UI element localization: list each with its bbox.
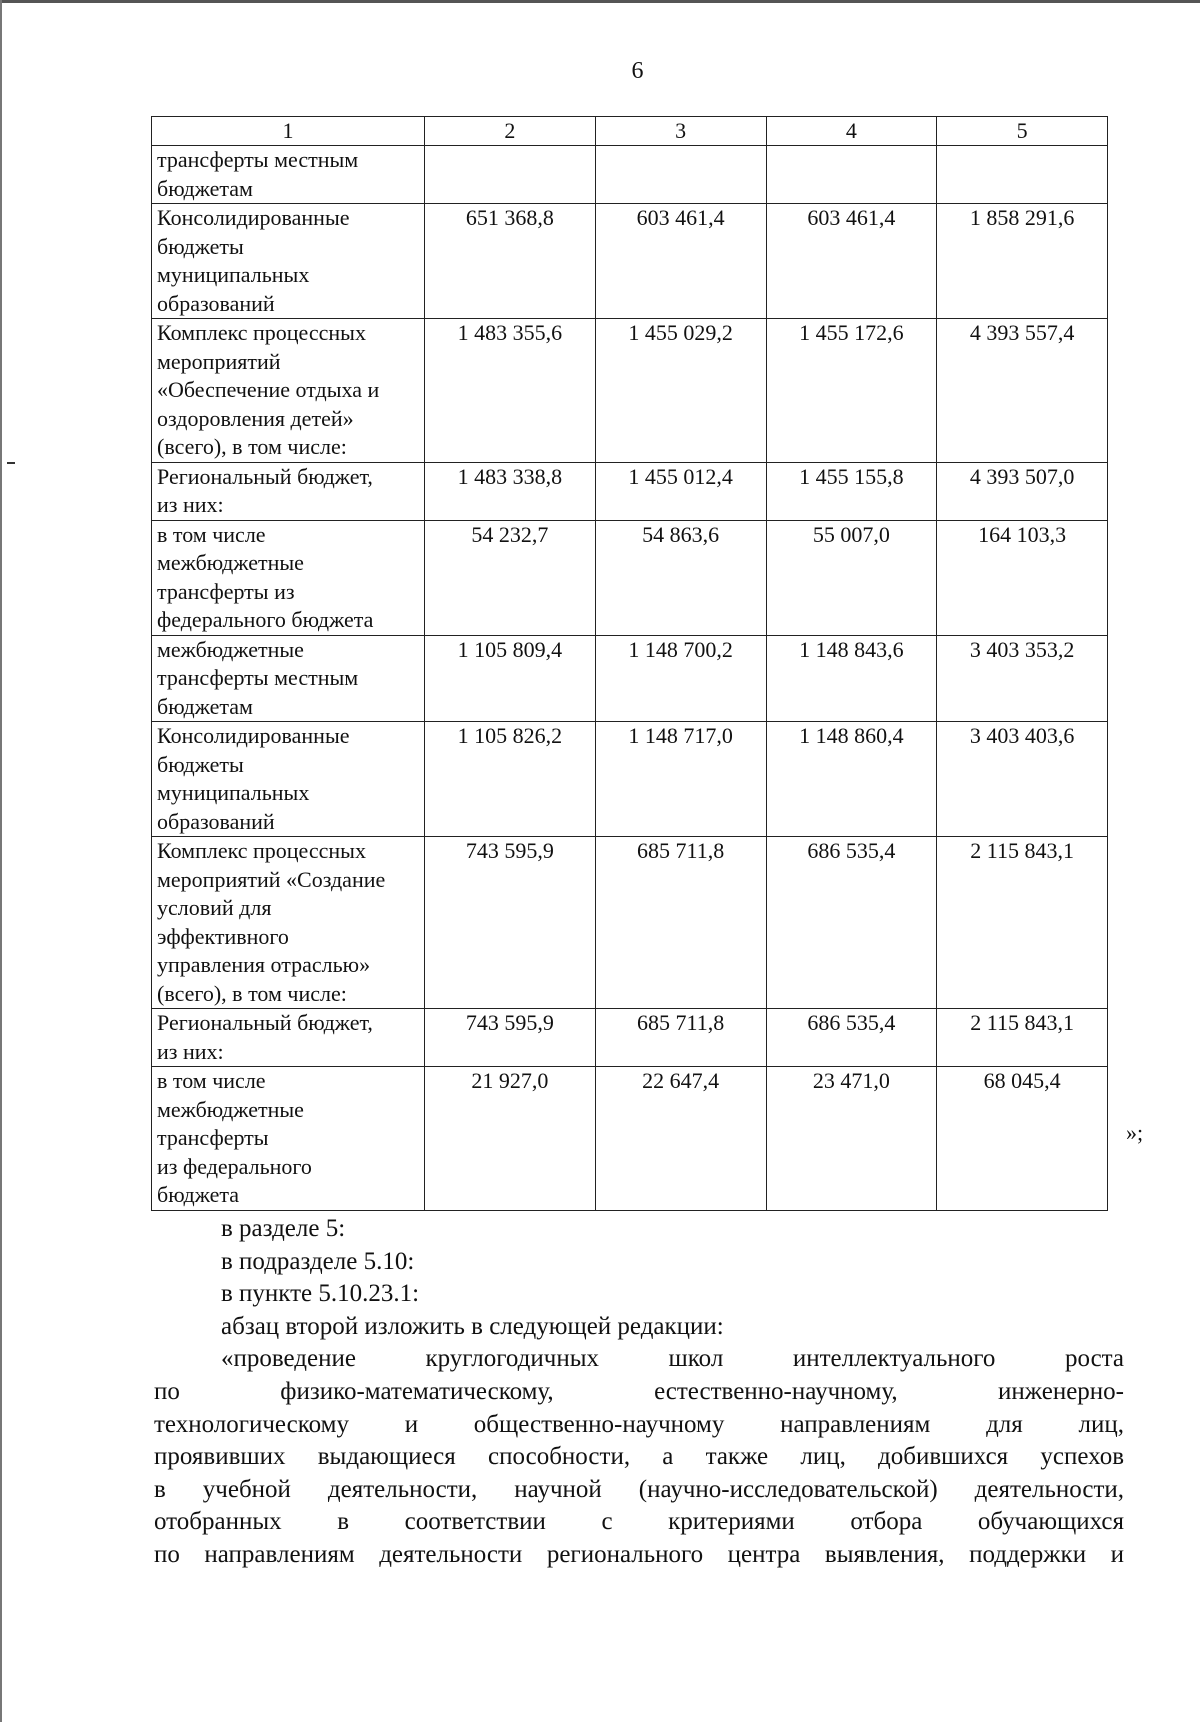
table-header-cell: 1 <box>152 117 425 146</box>
value-cell: 3 403 403,6 <box>937 722 1108 837</box>
row-label-cell <box>152 462 425 520</box>
value-cell: 21 927,0 <box>425 1067 596 1211</box>
row-label: Консолидированные бюджеты муниципальных образований <box>157 205 350 316</box>
table-header-cell: 5 <box>937 117 1108 146</box>
value-cell: 1 148 700,2 <box>595 635 766 722</box>
row-label: межбюджетные трансферты местным бюджетам <box>157 636 359 719</box>
value-cell: 686 535,4 <box>766 1009 937 1067</box>
page-top-edge <box>0 0 1200 3</box>
row-label: Консолидированные бюджеты муниципальных образований <box>157 723 350 834</box>
row-label-cell <box>152 635 425 722</box>
paragraph-line: проявивших выдающиеся способности, а также лиц, добившихся успехов <box>154 1443 1124 1471</box>
table-row <box>152 319 1108 463</box>
instruction-line: абзац второй изложить в следующей редакции: <box>221 1312 724 1340</box>
table-row <box>152 837 1108 1009</box>
value-cell <box>766 146 937 204</box>
subsection-line: в подразделе 5.10: <box>221 1247 415 1275</box>
table-row <box>152 146 1108 204</box>
row-label-cell <box>152 146 425 204</box>
value-cell: 651 368,8 <box>425 204 596 319</box>
value-cell: 1 858 291,6 <box>937 204 1108 319</box>
table-row <box>152 722 1108 837</box>
row-label: Комплекс процессных мероприятий «Обеспечение отдыха и оздоровления детей» (всего), в том числе: <box>157 320 380 459</box>
table-row <box>152 204 1108 319</box>
value-cell <box>595 146 766 204</box>
section-line: в разделе 5: <box>221 1215 346 1242</box>
table-row <box>152 635 1108 722</box>
value-cell: 1 455 029,2 <box>595 319 766 463</box>
paragraph-line: по физико-математическому, естественно-научному, инженерно- <box>154 1377 1124 1405</box>
row-label-cell <box>152 722 425 837</box>
row-label-cell <box>152 1067 425 1211</box>
value-cell: 23 471,0 <box>766 1067 937 1211</box>
value-cell: 54 863,6 <box>595 520 766 635</box>
paragraph-line: отобранных в соответствии с критериями отбора обучающихся <box>154 1508 1124 1536</box>
margin-mark <box>7 462 15 464</box>
value-cell: 3 403 353,2 <box>937 635 1108 722</box>
value-cell: 1 105 826,2 <box>425 722 596 837</box>
value-cell: 743 595,9 <box>425 837 596 1009</box>
value-cell: 1 148 860,4 <box>766 722 937 837</box>
value-cell: 2 115 843,1 <box>937 1009 1108 1067</box>
row-label-cell <box>152 1009 425 1067</box>
value-cell: 1 148 717,0 <box>595 722 766 837</box>
value-cell: 22 647,4 <box>595 1067 766 1211</box>
amendment-text <box>154 1213 1124 1572</box>
clause-line: в пункте 5.10.23.1: <box>221 1280 420 1308</box>
row-label: в том числе межбюджетные трансферты из федерального бюджета <box>157 521 374 632</box>
row-label: Региональный бюджет, из них: <box>157 1010 373 1064</box>
value-cell: 1 455 172,6 <box>766 319 937 463</box>
row-label-cell <box>152 520 425 635</box>
table-header-cell: 3 <box>595 117 766 146</box>
value-cell: 164 103,3 <box>937 520 1108 635</box>
table-row <box>152 520 1108 635</box>
value-cell: 685 711,8 <box>595 1009 766 1067</box>
table-header-cell: 4 <box>766 117 937 146</box>
value-cell: 603 461,4 <box>595 204 766 319</box>
value-cell: 1 483 355,6 <box>425 319 596 463</box>
value-cell: 2 115 843,1 <box>937 837 1108 1009</box>
value-cell: 743 595,9 <box>425 1009 596 1067</box>
row-label-cell <box>152 319 425 463</box>
value-cell: 1 483 338,8 <box>425 462 596 520</box>
value-cell: 685 711,8 <box>595 837 766 1009</box>
table-header-row <box>152 117 1108 146</box>
row-label: в том числе межбюджетные трансферты из федерального бюджета <box>157 1068 312 1207</box>
paragraph-line: технологическому и общественно-научному направлениям для лиц, <box>154 1410 1124 1438</box>
value-cell: 4 393 557,4 <box>937 319 1108 463</box>
value-cell: 603 461,4 <box>766 204 937 319</box>
table-header-cell: 2 <box>425 117 596 146</box>
value-cell: 686 535,4 <box>766 837 937 1009</box>
row-label: Региональный бюджет, из них: <box>157 463 373 517</box>
row-label: трансферты местным бюджетам <box>157 147 359 201</box>
closing-quote-mark: »; <box>1126 1120 1144 1145</box>
value-cell: 1 455 155,8 <box>766 462 937 520</box>
table-row <box>152 1009 1108 1067</box>
paragraph-line: «проведение круглогодичных школ интеллектуального роста <box>221 1345 1124 1373</box>
value-cell: 1 148 843,6 <box>766 635 937 722</box>
budget-table <box>151 116 1108 1211</box>
new-paragraph <box>154 1343 1124 1571</box>
value-cell <box>937 146 1108 204</box>
value-cell: 1 455 012,4 <box>595 462 766 520</box>
row-label: Комплекс процессных мероприятий «Создание условий для эффективного управления отраслью» (всего), в том числе: <box>157 838 386 1006</box>
value-cell: 4 393 507,0 <box>937 462 1108 520</box>
row-label-cell <box>152 837 425 1009</box>
table-row <box>152 462 1108 520</box>
page-number: 6 <box>631 58 644 84</box>
paragraph-line: в учебной деятельности, научной (научно-исследовательской) деятельности, <box>154 1475 1124 1503</box>
value-cell: 55 007,0 <box>766 520 937 635</box>
page-left-edge <box>0 0 2 1722</box>
value-cell: 1 105 809,4 <box>425 635 596 722</box>
value-cell <box>425 146 596 204</box>
value-cell: 68 045,4 <box>937 1067 1108 1211</box>
table-row <box>152 1067 1108 1211</box>
value-cell: 54 232,7 <box>425 520 596 635</box>
paragraph-line: по направлениям деятельности регионального центра выявления, поддержки и <box>154 1540 1124 1568</box>
row-label-cell <box>152 204 425 319</box>
